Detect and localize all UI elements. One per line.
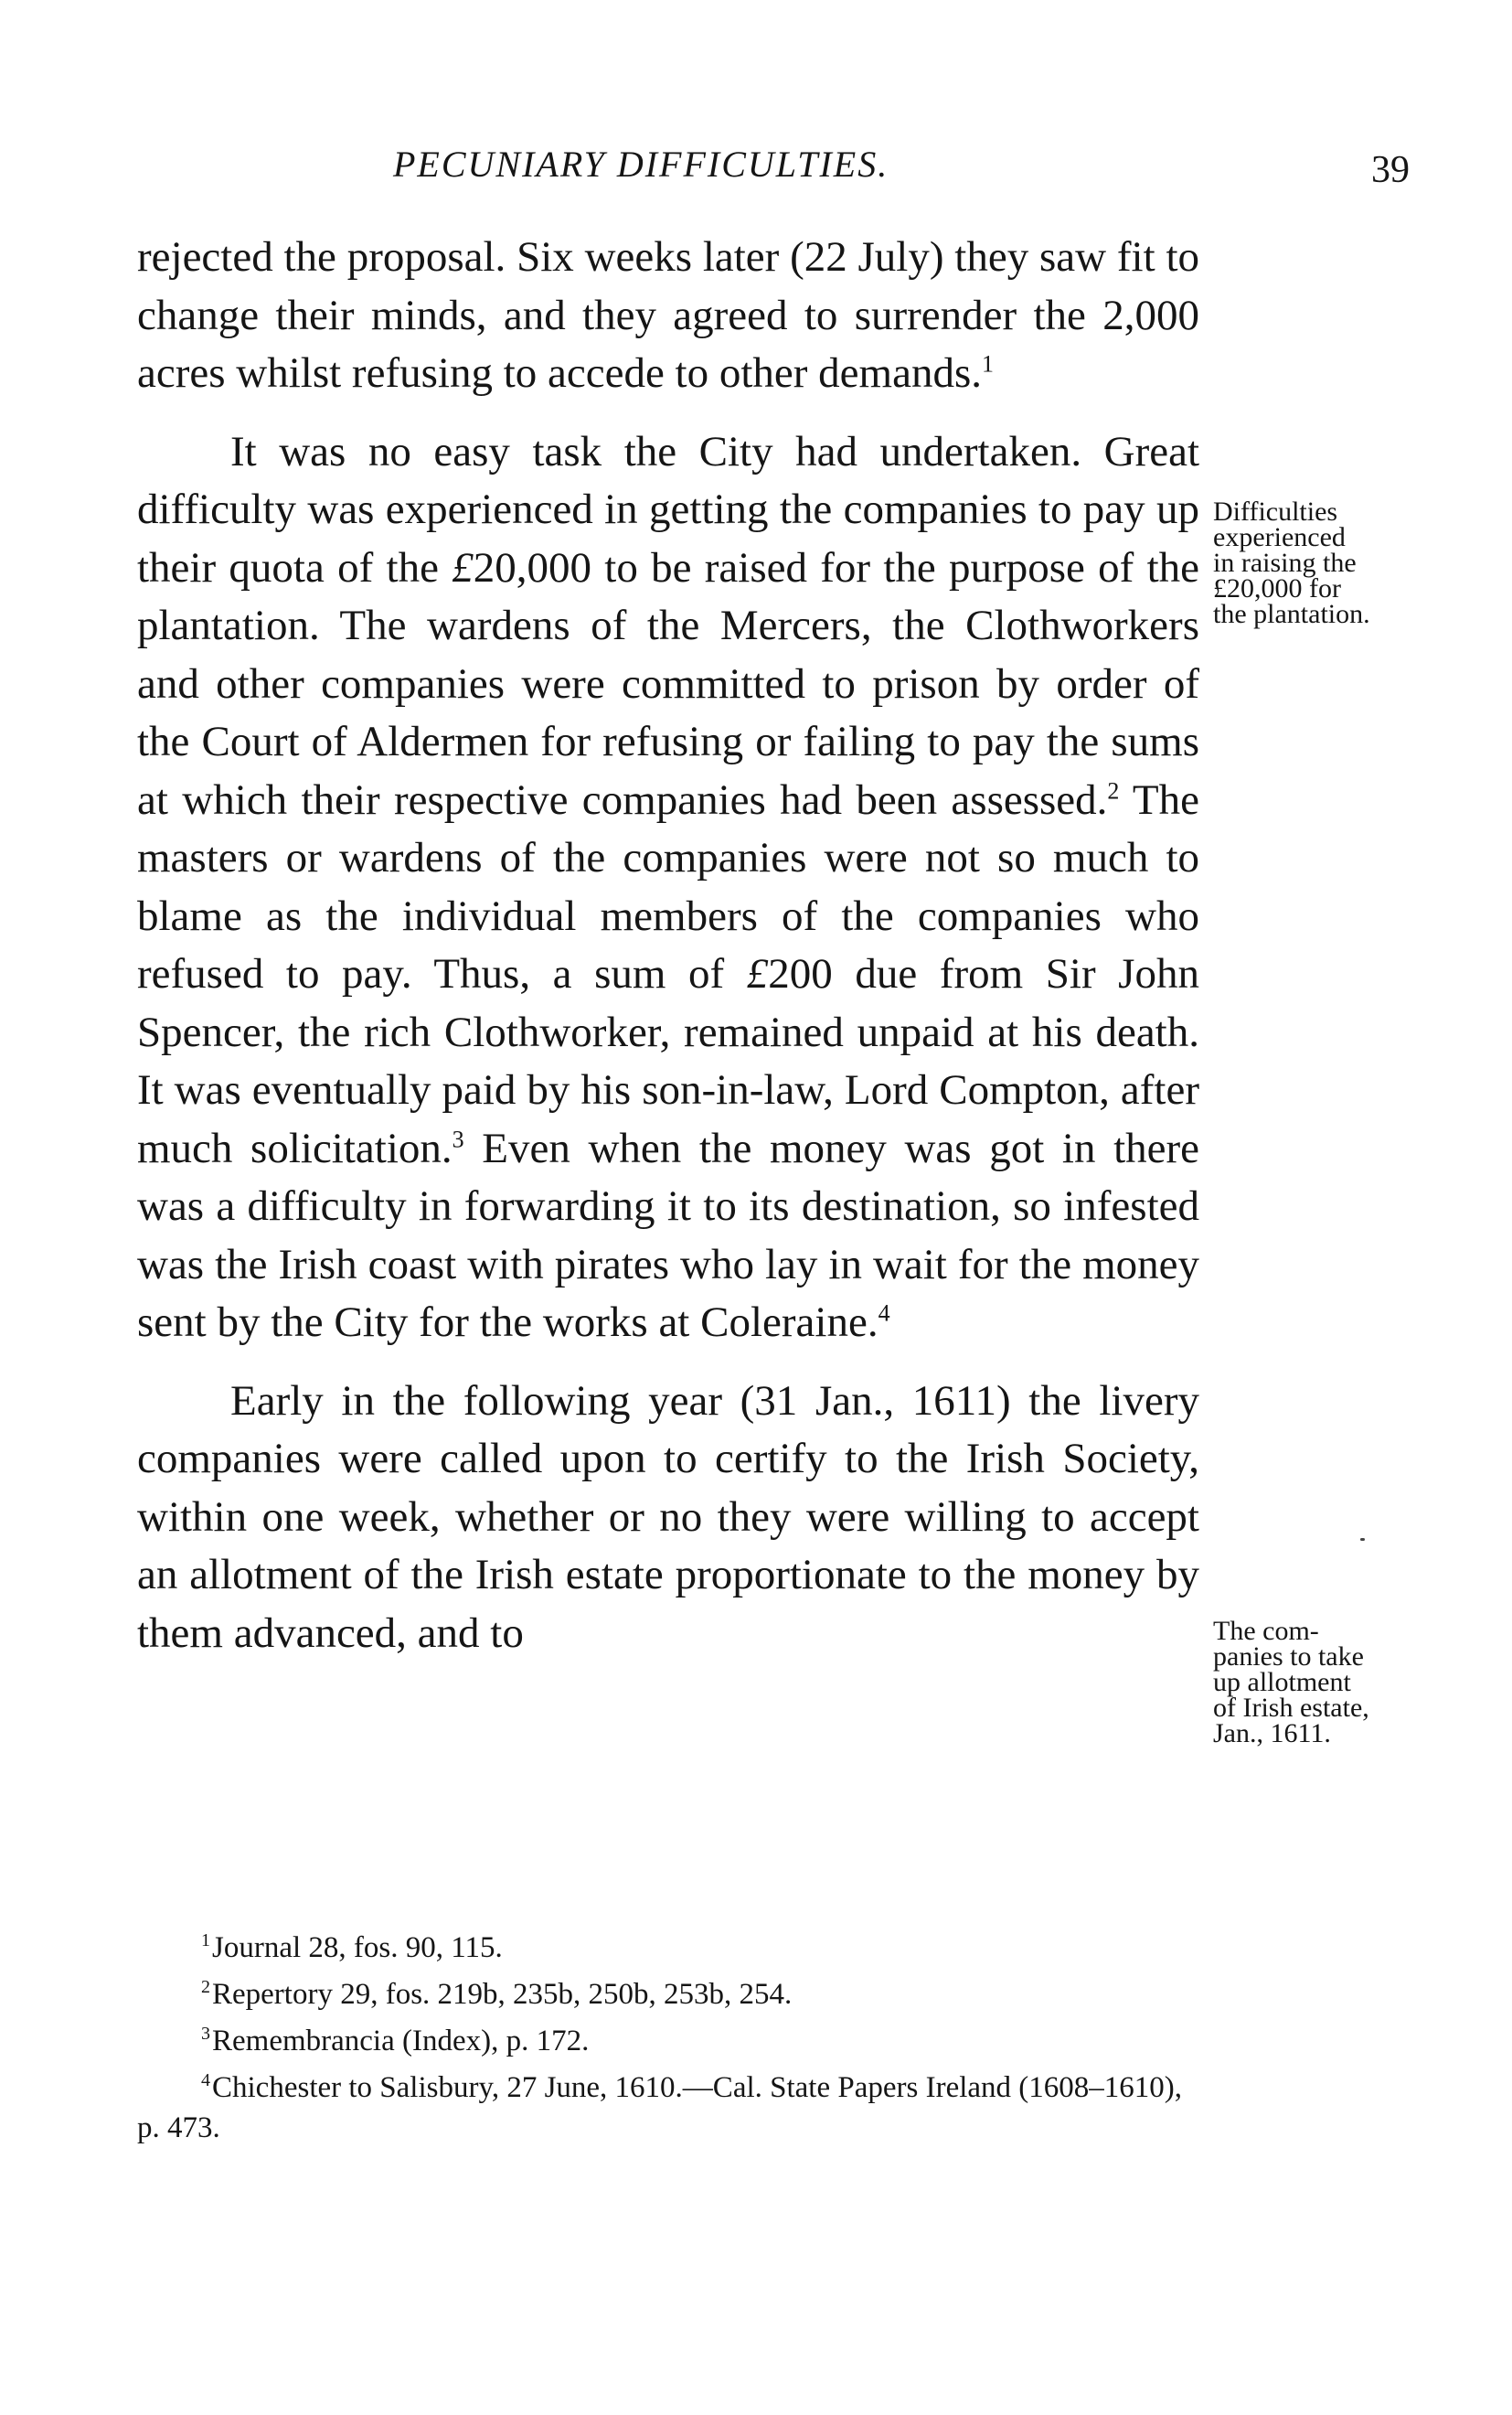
footnote-text: Repertory 29, fos. 219b, 235b, 250b, 253b, 254. (212, 1978, 793, 2011)
body-text (137, 229, 1199, 1662)
footnote-3 (137, 2021, 1198, 2061)
footnotes (137, 1928, 1198, 2154)
sidenote-line: panies to take (1213, 1641, 1364, 1672)
footnote-mark: 3 (201, 2024, 210, 2044)
footnote-1 (137, 1928, 1198, 1968)
paragraph-2-text-d: 200 due from Sir John Spencer, the rich Clothworker, remained unpaid at his death. It was eventually paid by his son-in-law, Lord Compton, after much solicitation. (137, 950, 1199, 1172)
print-speck (1360, 1538, 1365, 1541)
sidenote-line: experienced (1213, 522, 1346, 552)
footnote-ref-2: 2 (1107, 776, 1120, 804)
footnote-text: Journal 28, fos. 90, 115. (212, 1931, 503, 1964)
sidenote-allotment (1213, 1616, 1442, 1748)
page-number: 39 (1371, 149, 1410, 191)
sidenote-line: of Irish estate, (1213, 1693, 1369, 1723)
paragraph-3 (137, 1373, 1199, 1663)
footnote-text: Chichester to Salisbury, 27 June, 1610.—Cal. State Papers Ireland (1608–1610), p. 473. (137, 2071, 1183, 2144)
footnote-ref-1: 1 (982, 350, 995, 378)
paragraph-1 (137, 229, 1199, 403)
paragraph-2-text-e: Even when the money was got in there was a difficulty in forwarding it to its destination, so infested was the Irish coast with pirates who lay in wait for the money sent by the City for the works at Coleraine. (137, 1124, 1199, 1346)
pound-sign: £ (452, 543, 474, 592)
sidenote-difficulties (1213, 499, 1442, 627)
footnote-mark: 1 (201, 1930, 210, 1950)
sidenote-line: in raising the (1213, 548, 1357, 578)
footnote-ref-4: 4 (878, 1299, 890, 1327)
footnote-mark: 4 (201, 2070, 210, 2090)
paragraph-2-text-a: It was no easy task the City had undertaken. Great difficulty was experienced in getting the companies to pay up their quota of the (137, 427, 1199, 592)
paragraph-2-text-b: 20,000 to be raised for the purpose of the plantation. The wardens of the Mercers, the Clothworkers and other companies were committed to prison by order of the Court of Aldermen for refusing or failing to pay the sums at which their respective companies had been assessed. (137, 543, 1199, 824)
page-header (0, 143, 1512, 198)
sidenote-line: Jan., 1611. (1213, 1718, 1331, 1748)
sidenote-line: Difficulties (1213, 497, 1338, 527)
footnote-text: Remembrancia (Index), p. 172. (212, 2025, 590, 2057)
paragraph-3-text: Early in the following year (31 Jan., 1611) the livery companies were called upon to certify to the Irish Society, within one week, whether or no they were willing to accept an allotment of the Irish estate proportionate to the money by them advanced, and to (137, 1376, 1199, 1657)
footnote-4 (137, 2068, 1198, 2148)
sidenote-line: £20,000 for (1213, 573, 1341, 604)
footnote-2 (137, 1974, 1198, 2014)
sidenote-line: The com- (1213, 1616, 1319, 1646)
pound-sign: £ (746, 950, 769, 998)
footnote-mark: 2 (201, 1977, 210, 1997)
running-title: PECUNIARY DIFFICULTIES. (393, 144, 889, 185)
footnote-ref-3: 3 (452, 1125, 464, 1152)
paragraph-2 (137, 423, 1199, 1352)
paragraph-1-text: rejected the proposal. Six weeks later (22 July) they saw fit to change their minds, and they agreed to surrender the 2,000 acres whilst refusing to accede to other demands. (137, 233, 1199, 397)
paragraph-2-text-c: The masters or wardens of the companies were not so much to blame as the individual members of the companies who refused to pay. Thus, a sum of (137, 775, 1199, 998)
sidenote-line: up allotment (1213, 1667, 1351, 1697)
sidenote-line: the plantation. (1213, 599, 1370, 629)
